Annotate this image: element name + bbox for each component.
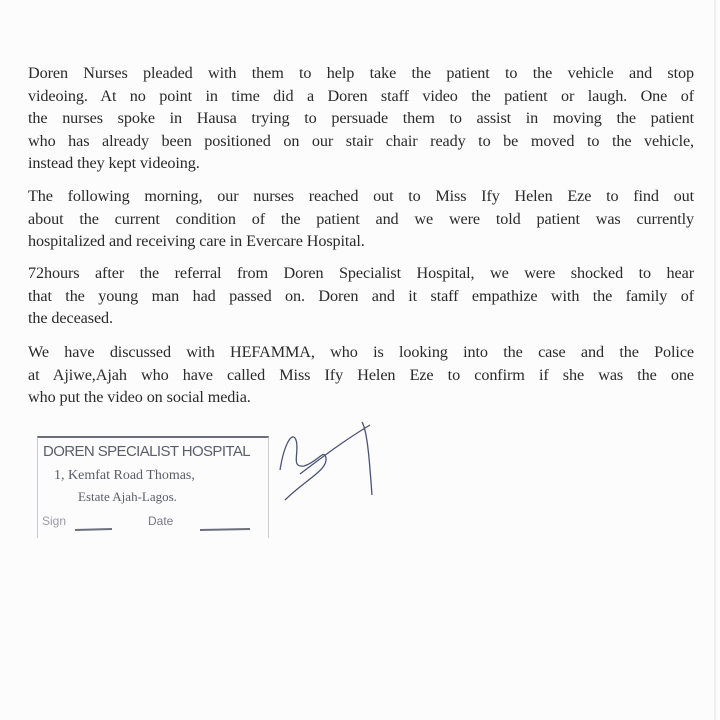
- stamp-sign-label: Sign: [42, 514, 67, 528]
- paragraph-nurses-pleaded: [28, 62, 694, 175]
- text-line: who put the video on social media.: [28, 388, 251, 407]
- text-line: 72hours after the referral from Doren Specialist Hospital, we were shocked to hear: [28, 264, 694, 282]
- text-line: hospitalized and receiving care in Evercare Hospital.: [28, 232, 365, 251]
- text-line: We have discussed with HEFAMMA, who is looking into the case and the Police: [28, 343, 694, 361]
- text-line: the nurses spoke in Hausa trying to persuade them to assist in moving the patient: [28, 109, 694, 128]
- hospital-stamp: [37, 436, 269, 538]
- stamp-date-label: Date: [148, 514, 174, 528]
- text-line: who has already been positioned on our stair chair ready to be moved to the vehicle,: [28, 131, 694, 150]
- paragraph-hefamma: [28, 341, 694, 409]
- stamp-address-line1: 1, Kemfat Road Thomas,: [54, 468, 195, 483]
- text-line: the deceased.: [28, 309, 113, 328]
- stamp-address-line2: Estate Ajah-Lagos.: [78, 489, 177, 504]
- text-line: Doren Nurses pleaded with them to help take the patient to the vehicle and stop: [28, 64, 694, 82]
- text-line: that the young man had passed on. Doren and it staff empathize with the family of: [28, 286, 694, 305]
- paragraph-following-morning: [28, 185, 694, 253]
- text-line: about the current condition of the patient and we were told patient was currently: [28, 209, 694, 228]
- text-line: The following morning, our nurses reached out to Miss Ify Helen Eze to find out: [28, 187, 694, 205]
- paragraph-72hours: [28, 262, 694, 330]
- text-line: instead they kept videoing.: [28, 154, 200, 173]
- text-line: videoing. At no point in time did a Doren staff video the patient or laugh. One of: [28, 86, 694, 105]
- text-line: at Ajiwe,Ajah who have called Miss Ify Helen Eze to confirm if she was the one: [28, 365, 694, 384]
- page-edge: [714, 0, 716, 720]
- stamp-hospital-name: DOREN SPECIALIST HOSPITAL: [43, 443, 251, 460]
